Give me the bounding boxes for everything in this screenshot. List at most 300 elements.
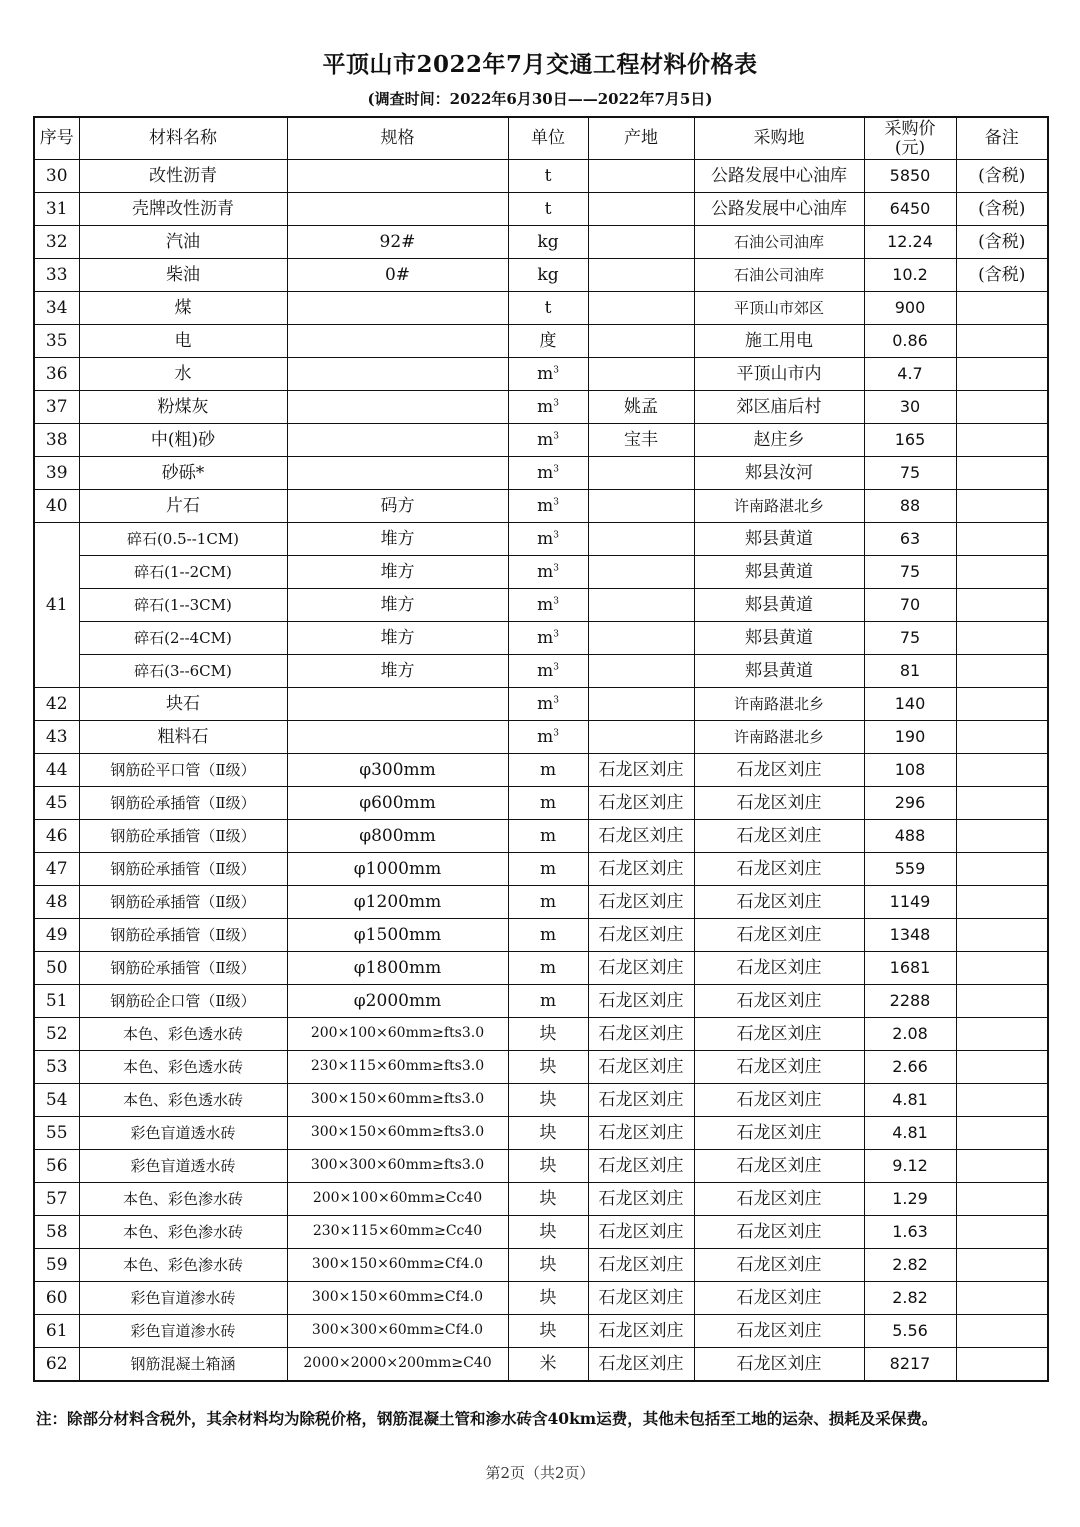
cell-unit	[508, 1282, 588, 1315]
cell-unit-superscript: 3	[553, 464, 559, 474]
cell-remark	[956, 688, 1048, 721]
cell-remark	[956, 721, 1048, 754]
table-row	[34, 688, 1048, 721]
cell-remark	[956, 1216, 1048, 1249]
cell-price: 70	[864, 589, 956, 622]
cell-unit-superscript: 3	[553, 530, 559, 540]
cell-source: 石龙区刘庄	[694, 985, 864, 1018]
cell-unit-superscript: 3	[553, 662, 559, 672]
cell-source: 郏县黄道	[694, 523, 864, 556]
cell-unit-text: t	[544, 297, 552, 318]
cell-spec	[287, 292, 508, 325]
cell-unit	[508, 952, 588, 985]
cell-unit-text: 度	[539, 330, 557, 351]
cell-source: 赵庄乡	[694, 424, 864, 457]
cell-unit-text: t	[544, 198, 552, 219]
cell-seq: 44	[34, 754, 79, 787]
cell-price: 2.08	[864, 1018, 956, 1051]
cell-origin	[588, 259, 694, 292]
cell-remark	[956, 424, 1048, 457]
cell-source: 郏县黄道	[694, 589, 864, 622]
cell-price: 488	[864, 820, 956, 853]
cell-origin: 石龙区刘庄	[588, 754, 694, 787]
cell-price: 1149	[864, 886, 956, 919]
cell-spec: 0#	[287, 259, 508, 292]
cell-unit	[508, 985, 588, 1018]
cell-origin	[588, 523, 694, 556]
cell-unit-superscript: 3	[553, 728, 559, 738]
cell-spec	[287, 358, 508, 391]
cell-name: 钢筋砼承插管（Ⅱ级）	[79, 886, 287, 919]
cell-spec: 码方	[287, 490, 508, 523]
cell-price: 75	[864, 556, 956, 589]
cell-spec: 堆方	[287, 589, 508, 622]
cell-source: 石龙区刘庄	[694, 1249, 864, 1282]
cell-name: 柴油	[79, 259, 287, 292]
cell-remark	[956, 292, 1048, 325]
cell-price: 81	[864, 655, 956, 688]
cell-spec: 300×150×60mm≥fts3.0	[287, 1117, 508, 1150]
cell-spec: 200×100×60mm≥Cc40	[287, 1183, 508, 1216]
header-spec: 规格	[287, 117, 508, 160]
cell-source: 石龙区刘庄	[694, 919, 864, 952]
cell-seq: 56	[34, 1150, 79, 1183]
cell-spec: φ1800mm	[287, 952, 508, 985]
cell-origin: 石龙区刘庄	[588, 853, 694, 886]
cell-origin: 石龙区刘庄	[588, 886, 694, 919]
cell-name: 彩色盲道透水砖	[79, 1150, 287, 1183]
cell-unit	[508, 721, 588, 754]
table-row	[34, 589, 1048, 622]
cell-remark	[956, 919, 1048, 952]
cell-origin: 石龙区刘庄	[588, 1051, 694, 1084]
cell-price: 88	[864, 490, 956, 523]
cell-price: 9.12	[864, 1150, 956, 1183]
cell-remark	[956, 589, 1048, 622]
cell-name: 本色、彩色透水砖	[79, 1084, 287, 1117]
cell-unit-text: 块	[539, 1122, 557, 1143]
cell-unit	[508, 1150, 588, 1183]
table-row	[34, 556, 1048, 589]
cell-origin	[588, 721, 694, 754]
cell-spec: 200×100×60mm≥fts3.0	[287, 1018, 508, 1051]
cell-unit-text: 块	[539, 1287, 557, 1308]
cell-unit	[508, 853, 588, 886]
table-row	[34, 325, 1048, 358]
cell-unit-text: m	[537, 660, 554, 681]
cell-seq: 53	[34, 1051, 79, 1084]
cell-spec: φ1000mm	[287, 853, 508, 886]
cell-unit-text: 块	[539, 1155, 557, 1176]
cell-origin	[588, 589, 694, 622]
cell-name: 钢筋砼承插管（Ⅱ级）	[79, 787, 287, 820]
cell-remark	[956, 325, 1048, 358]
cell-name: 煤	[79, 292, 287, 325]
table-row	[34, 1051, 1048, 1084]
cell-remark	[956, 490, 1048, 523]
cell-seq: 46	[34, 820, 79, 853]
cell-unit-text: 块	[539, 1188, 557, 1209]
cell-source: 石龙区刘庄	[694, 853, 864, 886]
cell-spec	[287, 160, 508, 193]
cell-origin: 石龙区刘庄	[588, 1315, 694, 1348]
cell-remark	[956, 523, 1048, 556]
cell-remark	[956, 622, 1048, 655]
page-number: 第2页（共2页）	[485, 1464, 595, 1482]
cell-unit-text: 块	[539, 1089, 557, 1110]
table-row	[34, 787, 1048, 820]
cell-name: 电	[79, 325, 287, 358]
cell-seq: 60	[34, 1282, 79, 1315]
cell-name: 钢筋砼承插管（Ⅱ级）	[79, 952, 287, 985]
cell-unit-superscript: 3	[553, 431, 559, 441]
table-row	[34, 490, 1048, 523]
cell-source: 郊区庙后村	[694, 391, 864, 424]
cell-unit	[508, 1018, 588, 1051]
cell-unit	[508, 457, 588, 490]
cell-seq: 38	[34, 424, 79, 457]
header-source: 采购地	[694, 117, 864, 160]
table-row	[34, 1282, 1048, 1315]
cell-source: 石龙区刘庄	[694, 1018, 864, 1051]
survey-period: (调查时间：2022年6月30日——2022年7月5日)	[367, 90, 713, 108]
cell-unit-text: m	[537, 363, 554, 384]
cell-remark	[956, 1018, 1048, 1051]
cell-source: 施工用电	[694, 325, 864, 358]
cell-unit-text: 块	[539, 1254, 557, 1275]
cell-remark	[956, 391, 1048, 424]
cell-origin: 石龙区刘庄	[588, 1117, 694, 1150]
cell-source: 郏县黄道	[694, 655, 864, 688]
cell-unit-text: m	[537, 627, 554, 648]
cell-price: 75	[864, 457, 956, 490]
cell-unit-text: t	[544, 165, 552, 186]
cell-price: 0.86	[864, 325, 956, 358]
cell-name: 中(粗)砂	[79, 424, 287, 457]
cell-origin: 石龙区刘庄	[588, 919, 694, 952]
table-row	[34, 358, 1048, 391]
cell-price: 1348	[864, 919, 956, 952]
cell-name: 钢筋砼承插管（Ⅱ级）	[79, 919, 287, 952]
cell-unit	[508, 886, 588, 919]
cell-unit	[508, 160, 588, 193]
table-row	[34, 523, 1048, 556]
cell-unit-text: m	[539, 858, 557, 879]
cell-seq: 55	[34, 1117, 79, 1150]
cell-origin	[588, 226, 694, 259]
cell-source: 郏县黄道	[694, 622, 864, 655]
cell-source: 石龙区刘庄	[694, 886, 864, 919]
table-row	[34, 1117, 1048, 1150]
cell-name: 钢筋砼企口管（Ⅱ级）	[79, 985, 287, 1018]
cell-unit	[508, 358, 588, 391]
table-row	[34, 952, 1048, 985]
cell-name: 本色、彩色透水砖	[79, 1018, 287, 1051]
cell-unit	[508, 820, 588, 853]
cell-price: 2.82	[864, 1249, 956, 1282]
cell-unit-superscript: 3	[553, 398, 559, 408]
header-price-unit: (元)	[894, 137, 926, 158]
cell-spec: φ2000mm	[287, 985, 508, 1018]
cell-source: 石龙区刘庄	[694, 787, 864, 820]
cell-seq: 41	[34, 523, 79, 688]
cell-unit	[508, 1051, 588, 1084]
cell-origin: 石龙区刘庄	[588, 1084, 694, 1117]
cell-origin: 石龙区刘庄	[588, 787, 694, 820]
cell-name: 钢筋砼承插管（Ⅱ级）	[79, 820, 287, 853]
cell-name: 粉煤灰	[79, 391, 287, 424]
cell-origin: 石龙区刘庄	[588, 1282, 694, 1315]
cell-spec: φ1200mm	[287, 886, 508, 919]
table-row	[34, 226, 1048, 259]
cell-name: 本色、彩色渗水砖	[79, 1183, 287, 1216]
table-row	[34, 1018, 1048, 1051]
cell-origin: 石龙区刘庄	[588, 1249, 694, 1282]
cell-name: 砂砾*	[79, 457, 287, 490]
cell-price: 1.63	[864, 1216, 956, 1249]
cell-spec: 300×300×60mm≥Cf4.0	[287, 1315, 508, 1348]
table-row	[34, 160, 1048, 193]
cell-unit	[508, 622, 588, 655]
cell-remark: (含税)	[956, 226, 1048, 259]
cell-name: 汽油	[79, 226, 287, 259]
cell-seq: 37	[34, 391, 79, 424]
cell-remark	[956, 952, 1048, 985]
cell-origin	[588, 457, 694, 490]
cell-remark	[956, 655, 1048, 688]
cell-unit-text: m	[539, 759, 557, 780]
header-remark: 备注	[956, 117, 1048, 160]
cell-source: 石龙区刘庄	[694, 1348, 864, 1382]
cell-unit-text: 块	[539, 1023, 557, 1044]
cell-spec: 300×150×60mm≥fts3.0	[287, 1084, 508, 1117]
cell-price: 296	[864, 787, 956, 820]
cell-spec	[287, 325, 508, 358]
header-price-label: 采购价	[884, 118, 936, 139]
cell-origin	[588, 292, 694, 325]
cell-price: 6450	[864, 193, 956, 226]
table-row	[34, 292, 1048, 325]
cell-source: 石龙区刘庄	[694, 1051, 864, 1084]
cell-seq: 61	[34, 1315, 79, 1348]
table-body	[34, 117, 1048, 1381]
cell-spec	[287, 457, 508, 490]
table-row	[34, 1150, 1048, 1183]
cell-unit	[508, 919, 588, 952]
cell-remark	[956, 1315, 1048, 1348]
cell-origin: 石龙区刘庄	[588, 1348, 694, 1382]
cell-remark	[956, 853, 1048, 886]
table-header-row	[34, 117, 1048, 160]
cell-remark	[956, 556, 1048, 589]
cell-remark: (含税)	[956, 259, 1048, 292]
cell-price: 559	[864, 853, 956, 886]
cell-remark	[956, 1150, 1048, 1183]
cell-unit-text: m	[537, 495, 554, 516]
cell-spec: φ800mm	[287, 820, 508, 853]
table-row	[34, 886, 1048, 919]
cell-spec: 300×150×60mm≥Cf4.0	[287, 1249, 508, 1282]
cell-unit	[508, 391, 588, 424]
table-row	[34, 259, 1048, 292]
cell-source: 平顶山市内	[694, 358, 864, 391]
cell-spec	[287, 688, 508, 721]
cell-origin: 石龙区刘庄	[588, 1216, 694, 1249]
cell-name: 彩色盲道渗水砖	[79, 1315, 287, 1348]
cell-remark	[956, 1348, 1048, 1382]
cell-unit-text: 块	[539, 1221, 557, 1242]
cell-remark	[956, 1084, 1048, 1117]
cell-remark	[956, 754, 1048, 787]
cell-spec: 堆方	[287, 622, 508, 655]
cell-source: 石龙区刘庄	[694, 1150, 864, 1183]
cell-remark	[956, 1282, 1048, 1315]
cell-unit	[508, 292, 588, 325]
cell-price: 2.66	[864, 1051, 956, 1084]
cell-spec	[287, 193, 508, 226]
cell-source: 石龙区刘庄	[694, 1282, 864, 1315]
cell-name: 钢筋砼承插管（Ⅱ级）	[79, 853, 287, 886]
cell-seq: 32	[34, 226, 79, 259]
table-row	[34, 820, 1048, 853]
cell-unit	[508, 1216, 588, 1249]
cell-seq: 52	[34, 1018, 79, 1051]
cell-price: 2288	[864, 985, 956, 1018]
cell-origin	[588, 622, 694, 655]
cell-seq: 33	[34, 259, 79, 292]
cell-remark	[956, 1183, 1048, 1216]
cell-unit	[508, 226, 588, 259]
cell-unit-text: 块	[539, 1056, 557, 1077]
cell-unit-text: 块	[539, 1320, 557, 1341]
header-price	[864, 117, 956, 160]
table-row	[34, 1315, 1048, 1348]
cell-origin: 石龙区刘庄	[588, 1150, 694, 1183]
cell-seq: 39	[34, 457, 79, 490]
cell-unit	[508, 1348, 588, 1382]
cell-name: 粗料石	[79, 721, 287, 754]
cell-spec	[287, 721, 508, 754]
cell-origin: 石龙区刘庄	[588, 985, 694, 1018]
footnote: 注：除部分材料含税外，其余材料均为除税价格，钢筋混凝土管和渗水砖含40km运费，其他未包括至工地的运杂、损耗及采保费。	[36, 1409, 938, 1428]
cell-name: 本色、彩色渗水砖	[79, 1216, 287, 1249]
cell-seq: 49	[34, 919, 79, 952]
cell-price: 2.82	[864, 1282, 956, 1315]
table-row	[34, 1183, 1048, 1216]
cell-unit	[508, 1084, 588, 1117]
cell-origin	[588, 655, 694, 688]
cell-unit-text: m	[537, 726, 554, 747]
cell-unit	[508, 1117, 588, 1150]
cell-unit-superscript: 3	[553, 629, 559, 639]
cell-spec: φ600mm	[287, 787, 508, 820]
header-unit: 单位	[508, 117, 588, 160]
cell-source: 石龙区刘庄	[694, 1216, 864, 1249]
cell-seq: 47	[34, 853, 79, 886]
cell-spec: φ300mm	[287, 754, 508, 787]
cell-seq: 42	[34, 688, 79, 721]
header-origin: 产地	[588, 117, 694, 160]
cell-name: 碎石(1--3CM)	[79, 589, 287, 622]
cell-unit-superscript: 3	[553, 563, 559, 573]
cell-remark	[956, 820, 1048, 853]
cell-unit-text: 米	[539, 1353, 557, 1374]
table-row	[34, 1348, 1048, 1382]
cell-origin	[588, 193, 694, 226]
table-row	[34, 985, 1048, 1018]
cell-name: 碎石(0.5--1CM)	[79, 523, 287, 556]
cell-unit-text: m	[539, 792, 557, 813]
cell-unit-text: m	[539, 957, 557, 978]
cell-source: 石龙区刘庄	[694, 820, 864, 853]
cell-price: 108	[864, 754, 956, 787]
cell-spec: φ1500mm	[287, 919, 508, 952]
cell-remark: (含税)	[956, 193, 1048, 226]
cell-price: 63	[864, 523, 956, 556]
cell-spec: 300×300×60mm≥fts3.0	[287, 1150, 508, 1183]
cell-unit-text: m	[537, 594, 554, 615]
cell-price: 10.2	[864, 259, 956, 292]
cell-price: 165	[864, 424, 956, 457]
cell-origin: 石龙区刘庄	[588, 1018, 694, 1051]
cell-unit	[508, 787, 588, 820]
cell-unit-text: m	[537, 528, 554, 549]
cell-price: 4.7	[864, 358, 956, 391]
cell-unit-text: m	[539, 924, 557, 945]
cell-remark: (含税)	[956, 160, 1048, 193]
cell-unit	[508, 655, 588, 688]
cell-seq: 30	[34, 160, 79, 193]
cell-price: 190	[864, 721, 956, 754]
cell-source: 石龙区刘庄	[694, 754, 864, 787]
table-row	[34, 754, 1048, 787]
table-row	[34, 1216, 1048, 1249]
cell-spec: 堆方	[287, 523, 508, 556]
cell-seq: 36	[34, 358, 79, 391]
cell-unit-text: m	[539, 891, 557, 912]
cell-price: 140	[864, 688, 956, 721]
cell-source: 许南路湛北乡	[694, 688, 864, 721]
cell-remark	[956, 787, 1048, 820]
cell-price: 5850	[864, 160, 956, 193]
cell-price: 30	[864, 391, 956, 424]
cell-remark	[956, 1249, 1048, 1282]
cell-spec: 堆方	[287, 556, 508, 589]
cell-seq: 51	[34, 985, 79, 1018]
cell-source: 石油公司油库	[694, 259, 864, 292]
cell-spec: 230×115×60mm≥Cc40	[287, 1216, 508, 1249]
cell-price: 4.81	[864, 1084, 956, 1117]
cell-name: 改性沥青	[79, 160, 287, 193]
cell-price: 1681	[864, 952, 956, 985]
cell-unit	[508, 688, 588, 721]
cell-name: 碎石(3--6CM)	[79, 655, 287, 688]
cell-source: 石龙区刘庄	[694, 1084, 864, 1117]
cell-unit	[508, 1183, 588, 1216]
cell-source: 平顶山市郊区	[694, 292, 864, 325]
cell-price: 5.56	[864, 1315, 956, 1348]
cell-remark	[956, 358, 1048, 391]
cell-unit	[508, 1249, 588, 1282]
cell-origin	[588, 688, 694, 721]
cell-price: 75	[864, 622, 956, 655]
cell-name: 水	[79, 358, 287, 391]
cell-seq: 62	[34, 1348, 79, 1382]
table-row	[34, 721, 1048, 754]
header-name: 材料名称	[79, 117, 287, 160]
cell-price: 4.81	[864, 1117, 956, 1150]
cell-source: 郏县汝河	[694, 457, 864, 490]
